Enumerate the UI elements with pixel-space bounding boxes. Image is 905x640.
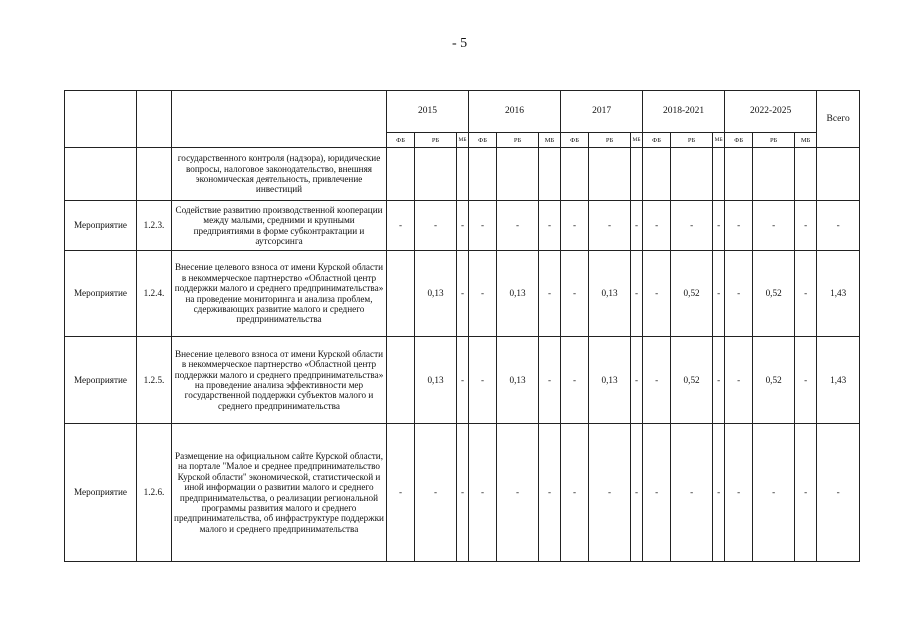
value-cell: 0,13: [589, 251, 631, 337]
table-row: [65, 201, 860, 251]
value-cell: -: [457, 251, 469, 337]
subheader-mb: МБ: [539, 133, 561, 148]
row-total: [817, 148, 860, 201]
value-cell: -: [469, 251, 497, 337]
value-cell: 0,52: [671, 337, 713, 424]
value-cell: -: [713, 424, 725, 562]
header-code-col: [137, 91, 172, 148]
value-cell: 0,13: [415, 251, 457, 337]
value-cell: -: [469, 201, 497, 251]
row-code: 1.2.4.: [137, 251, 172, 337]
value-cell: -: [713, 251, 725, 337]
row-total: -: [817, 201, 860, 251]
subheader-mb: МБ: [795, 133, 817, 148]
subheader-rb: РБ: [671, 133, 713, 148]
table-row: [65, 251, 860, 337]
value-cell: -: [457, 201, 469, 251]
value-cell: -: [561, 251, 589, 337]
header-period: 2016: [469, 91, 561, 133]
value-cell: [643, 148, 671, 201]
value-cell: 0,13: [589, 337, 631, 424]
value-cell: [387, 251, 415, 337]
value-cell: -: [631, 424, 643, 562]
value-cell: [469, 148, 497, 201]
value-cell: 0,52: [671, 251, 713, 337]
row-description: Внесение целевого взноса от имени Курской области в некоммерческое партнерство «Областной центр поддержки малого и среднего предпринимательства» на проведение анализа эффективности мер государственной поддержки субъектов малого и среднего предпринимательства: [172, 337, 387, 424]
value-cell: -: [631, 337, 643, 424]
table-row: [65, 424, 860, 562]
subheader-fb: ФБ: [725, 133, 753, 148]
value-cell: -: [561, 201, 589, 251]
value-cell: -: [457, 337, 469, 424]
value-cell: 0,13: [415, 337, 457, 424]
value-cell: -: [539, 201, 561, 251]
table-row: [65, 337, 860, 424]
row-type: Мероприятие: [65, 424, 137, 562]
value-cell: -: [387, 424, 415, 562]
value-cell: -: [725, 424, 753, 562]
value-cell: -: [643, 424, 671, 562]
row-type: Мероприятие: [65, 251, 137, 337]
row-code: 1.2.6.: [137, 424, 172, 562]
value-cell: [457, 148, 469, 201]
header-period: 2022-2025: [725, 91, 817, 133]
value-cell: -: [387, 201, 415, 251]
value-cell: -: [469, 424, 497, 562]
subheader-mb: МБ: [457, 133, 469, 148]
value-cell: 0,52: [753, 337, 795, 424]
row-type: Мероприятие: [65, 201, 137, 251]
row-type: [65, 148, 137, 201]
value-cell: [561, 148, 589, 201]
subheader-fb: ФБ: [469, 133, 497, 148]
value-cell: [387, 337, 415, 424]
value-cell: [713, 148, 725, 201]
row-total: 1,43: [817, 337, 860, 424]
value-cell: [539, 148, 561, 201]
value-cell: [589, 148, 631, 201]
subheader-fb: ФБ: [561, 133, 589, 148]
subheader-rb: РБ: [497, 133, 539, 148]
row-code: 1.2.3.: [137, 201, 172, 251]
subheader-fb: ФБ: [387, 133, 415, 148]
value-cell: [631, 148, 643, 201]
value-cell: -: [589, 424, 631, 562]
value-cell: -: [539, 424, 561, 562]
row-description: Внесение целевого взноса от имени Курской области в некоммерческое партнерство «Областной центр поддержки малого и среднего предпринимательства» на проведение мониторинга и анализа проблем, сдерживающих развитие малого и среднего предпринимательства: [172, 251, 387, 337]
header-period: 2017: [561, 91, 643, 133]
value-cell: -: [643, 201, 671, 251]
value-cell: -: [671, 424, 713, 562]
header-period: 2018-2021: [643, 91, 725, 133]
value-cell: -: [725, 201, 753, 251]
value-cell: [415, 148, 457, 201]
value-cell: [753, 148, 795, 201]
value-cell: -: [497, 424, 539, 562]
row-description: Размещение на официальном сайте Курской области, на портале "Малое и среднее предпринимательство Курской области" экономической, статистической и иной информации о развитии малого и среднего предпринимательства, о реализации региональной программы развития малого и среднего предпринимательства, об инфраструктуре поддержки малого и среднего предпринимательства: [172, 424, 387, 562]
subheader-mb: МБ: [631, 133, 643, 148]
value-cell: [497, 148, 539, 201]
value-cell: 0,52: [753, 251, 795, 337]
value-cell: [671, 148, 713, 201]
value-cell: -: [539, 337, 561, 424]
value-cell: -: [497, 201, 539, 251]
row-code: [137, 148, 172, 201]
subheader-rb: РБ: [753, 133, 795, 148]
value-cell: [795, 148, 817, 201]
header-total: Всего: [817, 91, 860, 148]
value-cell: -: [469, 337, 497, 424]
value-cell: -: [725, 251, 753, 337]
subheader-rb: РБ: [589, 133, 631, 148]
value-cell: -: [713, 337, 725, 424]
value-cell: 0,13: [497, 337, 539, 424]
value-cell: -: [671, 201, 713, 251]
row-description: Содействие развитию производственной кооперации между малыми, средними и крупными предприятиями в форме субконтрактации и аутсорсинга: [172, 201, 387, 251]
value-cell: -: [795, 201, 817, 251]
value-cell: -: [631, 251, 643, 337]
budget-table: [64, 90, 860, 562]
value-cell: -: [643, 337, 671, 424]
row-type: Мероприятие: [65, 337, 137, 424]
value-cell: -: [753, 201, 795, 251]
value-cell: -: [539, 251, 561, 337]
row-total: -: [817, 424, 860, 562]
value-cell: -: [795, 424, 817, 562]
value-cell: -: [589, 201, 631, 251]
table-row: [65, 148, 860, 201]
header-period: 2015: [387, 91, 469, 133]
value-cell: -: [795, 337, 817, 424]
value-cell: [725, 148, 753, 201]
page-number: - 5: [452, 36, 468, 51]
subheader-fb: ФБ: [643, 133, 671, 148]
value-cell: 0,13: [497, 251, 539, 337]
value-cell: -: [753, 424, 795, 562]
value-cell: [387, 148, 415, 201]
value-cell: -: [631, 201, 643, 251]
value-cell: -: [725, 337, 753, 424]
value-cell: -: [795, 251, 817, 337]
value-cell: -: [643, 251, 671, 337]
value-cell: -: [457, 424, 469, 562]
header-type-col: [65, 91, 137, 148]
row-total: 1,43: [817, 251, 860, 337]
value-cell: -: [561, 424, 589, 562]
header-desc-col: [172, 91, 387, 148]
subheader-rb: РБ: [415, 133, 457, 148]
value-cell: -: [415, 201, 457, 251]
value-cell: -: [415, 424, 457, 562]
row-description: государственного контроля (надзора), юридические вопросы, налоговое законодательство, внешняя экономическая деятельность, привлечение инвестиций: [172, 148, 387, 201]
subheader-mb: МБ: [713, 133, 725, 148]
value-cell: -: [561, 337, 589, 424]
value-cell: -: [713, 201, 725, 251]
row-code: 1.2.5.: [137, 337, 172, 424]
